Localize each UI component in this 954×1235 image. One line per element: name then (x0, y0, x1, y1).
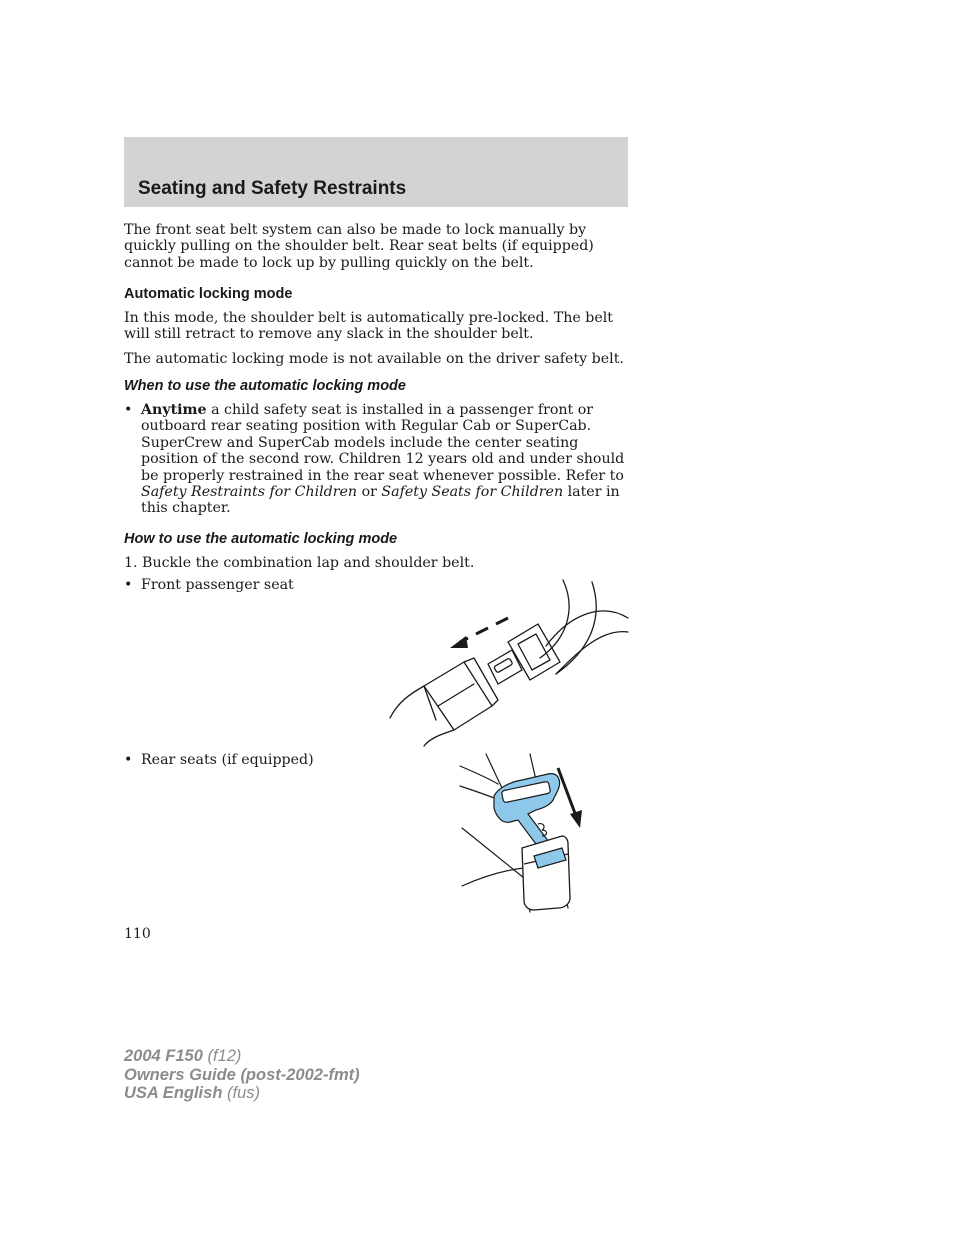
rear-seat-buckle-illustration (458, 752, 588, 914)
step-1: 1. Buckle the combination lap and shoulder belt. (124, 555, 475, 571)
bullet-symbol: • (124, 577, 133, 593)
footer-language-code: (fus) (222, 1084, 260, 1102)
automatic-locking-paragraph-1: In this mode, the shoulder belt is automatically pre-locked. The belt will still retract to remove any slack in the shoulder belt. (124, 310, 614, 343)
intro-paragraph: The front seat belt system can also be made to lock manually by quickly pulling on the shoulder belt. Rear seat belts (if equipped) cannot be made to lock up by pulling quickly on the belt. (124, 222, 594, 271)
footer-line-2 (124, 1066, 360, 1085)
heading-how-to-use: How to use the automatic locking mode (124, 531, 398, 547)
footer-guide: Owners Guide (post-2002-fmt) (124, 1065, 360, 1084)
footer-language: USA English (124, 1084, 223, 1102)
section-header-band (124, 137, 628, 207)
page-number: 110 (124, 926, 151, 942)
footer-model-code: (f12) (202, 1047, 242, 1065)
anytime-text-3: later in this chapter. (141, 484, 620, 517)
front-seat-buckle-illustration (380, 578, 630, 748)
heading-when-to-use: When to use the automatic locking mode (124, 378, 406, 394)
ref-safety-seats-for-children: Safety Seats for Children (381, 484, 564, 501)
bullet-symbol: • (124, 752, 133, 768)
automatic-locking-paragraph-2: The automatic locking mode is not available on the driver safety belt. (124, 351, 624, 367)
anytime-text-2: or (357, 484, 382, 501)
document-footer (124, 1047, 360, 1103)
section-title: Seating and Safety Restraints (138, 178, 407, 199)
footer-line-3 (124, 1084, 360, 1103)
bullet-symbol: • (124, 402, 133, 418)
heading-automatic-locking-mode: Automatic locking mode (124, 286, 293, 302)
ref-safety-restraints-for-children: Safety Restraints for Children (141, 484, 358, 501)
footer-line-1 (124, 1047, 360, 1066)
front-passenger-label: Front passenger seat (141, 577, 294, 593)
anytime-text-1: a child safety seat is installed in a passenger front or outboard rear seating position with Regular Cab or SuperCab. SuperCrew and SuperCab models include the center seating position of the second row. Children 12 years old and under should be properly restrained in the rear seat whenever possible. Refer to (141, 402, 625, 484)
footer-model: 2004 F150 (124, 1047, 203, 1065)
anytime-bullet-text (141, 402, 631, 517)
anytime-lead: Anytime (141, 402, 207, 418)
rear-seats-label: Rear seats (if equipped) (141, 752, 314, 768)
